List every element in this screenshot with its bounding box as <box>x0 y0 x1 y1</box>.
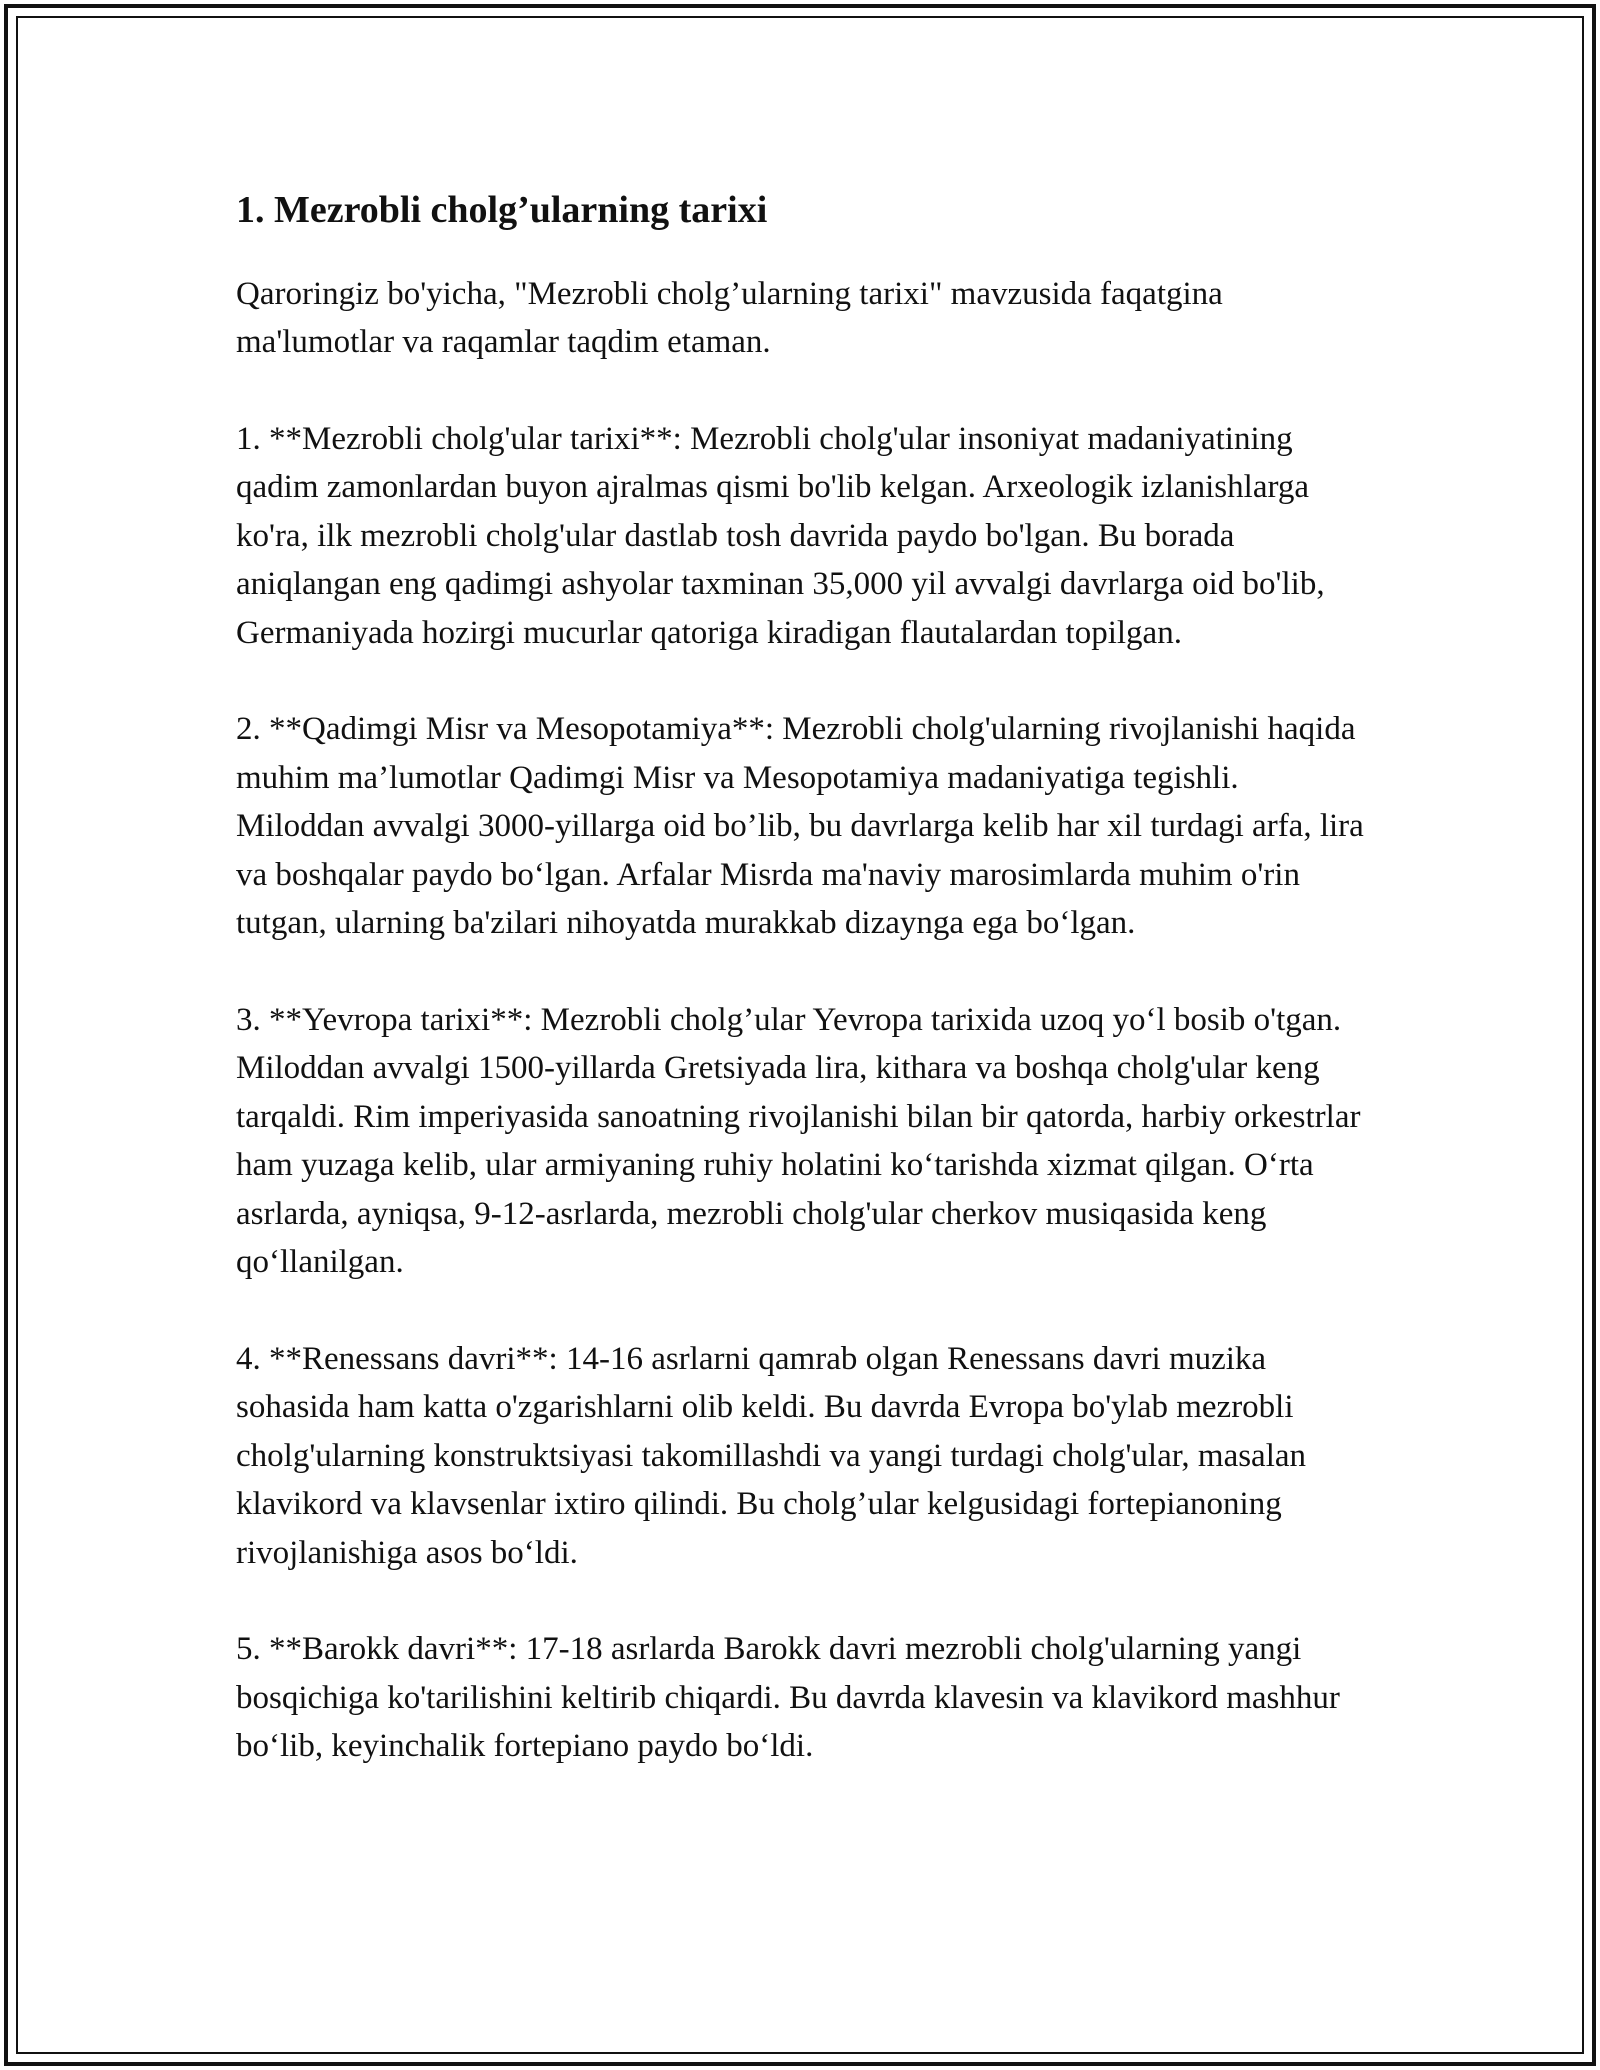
intro-paragraph: Qaroringiz bo'yicha, "Mezrobli cholg’ularning tarixi" mavzusida faqatgina ma'lumotlar va raqamlar taqdim etaman. <box>236 275 1223 361</box>
section-paragraph-1: 1. **Mezrobli cholg'ular tarixi**: Mezrobli cholg'ular insoniyat madaniyatining qadim zamonlardan buyon ajralmas qismi bo'lib kelgan. Arxeologik izlanishlarga ko'ra, ilk mezrobli cholg'ular dastlab tosh davrida paydo bo'lgan. Bu borada aniqlangan eng qadimgi ashyolar taxminan 35,000 yil avvalgi davrlarga oid bo'lib, Germaniyada hozirgi mucurlar qatoriga kiradigan flautalardan topilgan. <box>236 420 1325 651</box>
section-paragraph-5: 5. **Barokk davri**: 17-18 asrlarda Barokk davri mezrobli cholg'ularning yangi bosqichiga ko'tarilishini keltirib chiqardi. Bu davrda klavesin va klavikord mashhur bo‘lib, keyinchalik fortepiano paydo bo‘ldi. <box>236 1631 1340 1765</box>
document-title: 1. Mezrobli cholg’ularning tarixi <box>236 189 768 231</box>
section-paragraph-3: 3. **Yevropa tarixi**: Mezrobli cholg’ular Yevropa tarixida uzoq yo‘l bosib o'tgan. Miloddan avvalgi 1500-yillarda Gretsiyada lira, kithara va boshqa cholg'ular keng tarqaldi. Rim imperiyasida sanoatning rivojlanishi bilan bir qatorda, harbiy orkestrlar ham yuzaga kelib, ular armiyaning ruhiy holatini ko‘tarishda xizmat qilgan. O‘rta asrlarda, ayniqsa, 9-12-asrlarda, mezrobli cholg'ular cherkov musiqasida keng qo‘llanilgan. <box>236 1001 1361 1281</box>
document-body <box>236 188 1372 1819</box>
section-paragraph-4: 4. **Renessans davri**: 14-16 asrlarni qamrab olgan Renessans davri muzika sohasida ham katta o'zgarishlarni olib keldi. Bu davrda Evropa bo'ylab mezrobli cholg'ularning konstruktsiyasi takomillashdi va yangi turdagi cholg'ular, masalan klavikord va klavsenlar ixtiro qilindi. Bu cholg’ular kelgusidagi fortepianoning rivojlanishiga asos bo‘ldi. <box>236 1340 1307 1571</box>
section-paragraph-2: 2. **Qadimgi Misr va Mesopotamiya**: Mezrobli cholg'ularning rivojlanishi haqida muhim ma’lumotlar Qadimgi Misr va Mesopotamiya madaniyatiga tegishli. Miloddan avvalgi 3000-yillarga oid bo’lib, bu davrlarga kelib har xil turdagi arfa, lira va boshqalar paydo bo‘lgan. Arfalar Misrda ma'naviy marosimlarda muhim o'rin tutgan, ularning ba'zilari nihoyatda murakkab dizaynga ega bo‘lgan. <box>236 711 1364 942</box>
